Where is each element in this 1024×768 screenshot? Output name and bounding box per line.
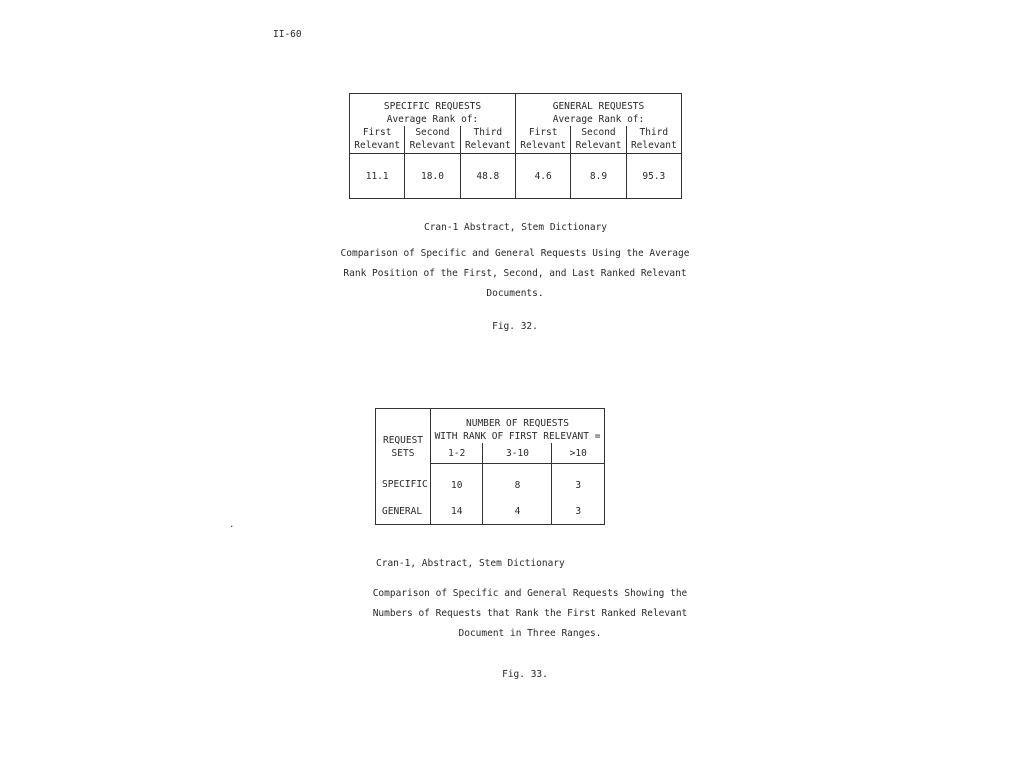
fig33-row-label: GENERAL: [376, 498, 431, 525]
fig32-value: 11.1: [350, 154, 405, 199]
fig33-col-group-header: NUMBER OF REQUESTS WITH RANK OF FIRST RELEVANT =: [434, 418, 601, 442]
fig32-value: 4.6: [515, 154, 570, 199]
fig33-cell: 10: [451, 479, 463, 491]
fig32-label: Fig. 32.: [492, 321, 538, 332]
stray-mark: .: [229, 520, 235, 530]
fig32-col-header: Third Relevant: [460, 126, 515, 154]
fig33-cell: 3: [552, 498, 605, 525]
fig33-row-label: SPECIFIC: [376, 464, 431, 499]
fig33-label: Fig. 33.: [502, 669, 548, 680]
fig32-col-header: First Relevant: [350, 126, 405, 154]
fig33-description: Comparison of Specific and General Requests Showing the Numbers of Requests that Rank the First Ranked Relevant Document in Three Ranges.: [372, 588, 688, 639]
fig33-range-header: 1-2: [431, 443, 483, 464]
fig33-table: [375, 408, 605, 525]
fig33-cell: 14: [451, 505, 463, 517]
fig33-source: Cran-1, Abstract, Stem Dictionary: [376, 558, 565, 569]
fig32-source: Cran-1 Abstract, Stem Dictionary: [423, 222, 608, 233]
fig33-cell: 3: [552, 464, 605, 499]
fig32-col-header: Second Relevant: [571, 126, 626, 154]
fig33-row-specific: [376, 464, 605, 499]
fig32-value: 8.9: [571, 154, 626, 199]
fig32-values-row: [350, 154, 682, 199]
fig32-group-general: GENERAL REQUESTS Average Rank of:: [515, 94, 681, 127]
page-number: II-60: [273, 29, 302, 40]
fig32-col-header: Second Relevant: [405, 126, 460, 154]
fig33-cell: 4: [483, 498, 552, 525]
fig32-col-header: Third Relevant: [626, 126, 681, 154]
fig33-row-header: REQUEST SETS: [376, 409, 431, 464]
fig33-range-header: 3-10: [483, 443, 552, 464]
fig33-cell: 8: [483, 464, 552, 499]
fig32-value: 48.8: [460, 154, 515, 199]
fig32-table: [349, 93, 682, 199]
fig32-value: 95.3: [626, 154, 681, 199]
fig32-group-specific: SPECIFIC REQUESTS Average Rank of:: [350, 94, 516, 127]
fig32-col-header: First Relevant: [515, 126, 570, 154]
fig33-row-general: [376, 498, 605, 525]
fig32-value: 18.0: [405, 154, 460, 199]
fig32-description: Comparison of Specific and General Requests Using the Average Rank Position of the First, Second, and Last Ranked Relevant Documents.: [340, 248, 690, 299]
fig33-range-header: >10: [552, 443, 605, 464]
